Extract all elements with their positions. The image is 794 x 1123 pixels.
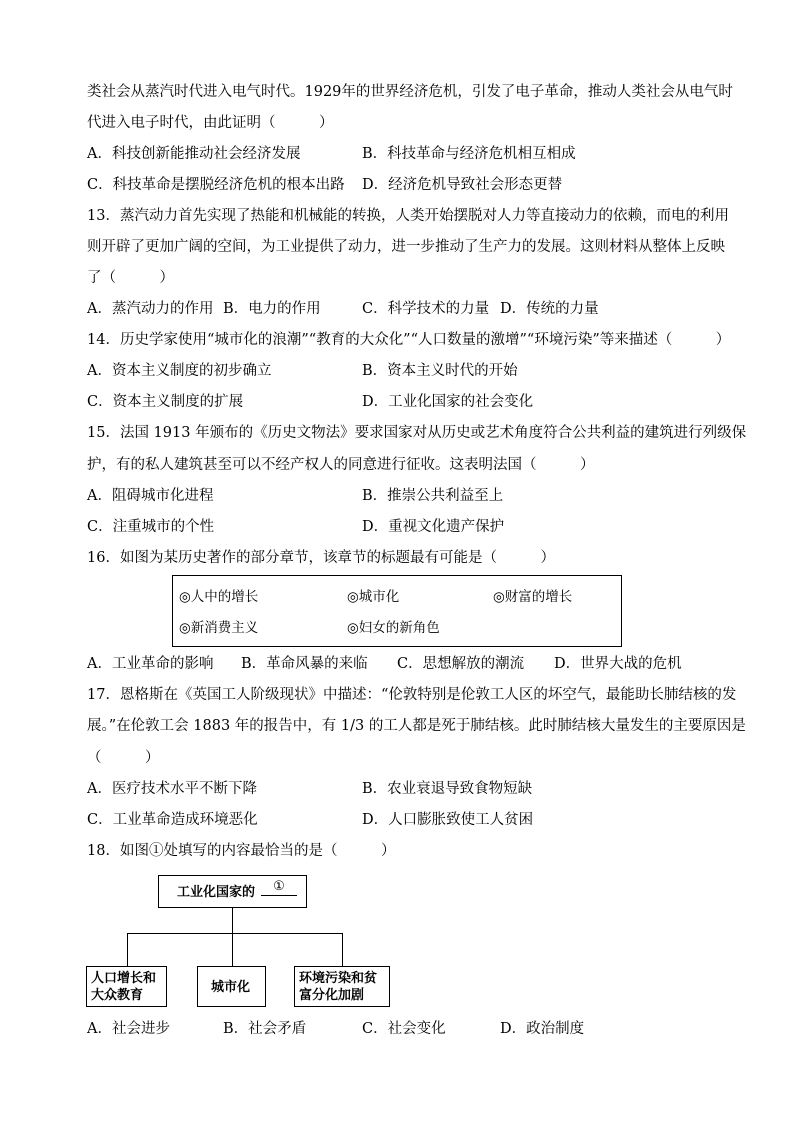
q18-connector-trunk <box>232 908 233 933</box>
q17-option-d: D．人口膨胀致使工人贫困 <box>362 812 534 828</box>
q18-option-d: D．政治制度 <box>500 1021 585 1037</box>
q18-child2-label: 城市化 <box>211 980 251 995</box>
q13-stem-line-3: 了（ ） <box>87 270 174 286</box>
q14-option-d: D．工业化国家的社会变化 <box>362 394 534 410</box>
q18-connector-middle <box>232 933 233 966</box>
q18-child-box-population <box>86 966 167 1007</box>
q18-child1-line1: 人口增长和 <box>91 971 157 986</box>
q18-child3-line2: 富分化加剧 <box>299 988 365 1003</box>
q18-diagram-top-box <box>158 875 307 908</box>
q17-stem-line-1: 17．恩格斯在《英国工人阶级现状》中描述：“伦敦特别是伦敦工人区的坏空气，最能助长肺结核的发 <box>87 687 737 703</box>
q16-option-d: D．世界大战的危机 <box>554 656 682 672</box>
q16-box-item-3: ◎财富的增长 <box>493 589 573 605</box>
q18-child-box-urbanization <box>197 966 266 1007</box>
q18-stem-line-1: 18．如图①处填写的内容最恰当的是（ ） <box>87 843 396 859</box>
q18-child3-line1: 环境污染和贫 <box>299 971 378 986</box>
q16-box-item-4: ◎新消费主义 <box>179 620 259 636</box>
q18-option-b: B．社会矛盾 <box>223 1021 307 1037</box>
q12-stem-line-1: 类社会从蒸汽时代进入电气时代。1929年的世界经济危机，引发了电子革命，推动人类社会从电气时 <box>87 84 733 100</box>
q16-box-item-1: ◎人中的增长 <box>179 589 259 605</box>
q12-option-c: C．科技革命是摆脱经济危机的根本出路 <box>87 177 345 193</box>
q12-option-d: D．经济危机导致社会形态更替 <box>362 177 563 193</box>
q18-top-box-label: 工业化国家的 <box>177 885 256 900</box>
q14-option-c: C．资本主义制度的扩展 <box>87 394 244 410</box>
q13-option-b: B．电力的作用 <box>223 301 321 317</box>
q15-stem-line-1: 15．法国 1913 年颁布的《历史文物法》要求国家对从历史或艺术角度符合公共利益的建筑进行列级保 <box>87 425 747 441</box>
q17-option-b: B．农业衰退导致食物短缺 <box>362 781 533 797</box>
q18-connector-right <box>342 933 343 966</box>
q15-stem-line-2: 护，有的私人建筑甚至可以不经产权人的同意进行征收。这表明法国（ ） <box>87 457 595 473</box>
q13-option-d: D．传统的力量 <box>500 301 599 317</box>
q17-option-a: A．医疗技术水平不断下降 <box>87 781 257 797</box>
q15-option-c: C．注重城市的个性 <box>87 519 215 535</box>
q16-box-item-2: ◎城市化 <box>347 589 400 605</box>
q18-connector-left <box>127 933 128 966</box>
q15-option-d: D．重视文化遗产保护 <box>362 519 505 535</box>
q17-stem-line-2: 展。”在伦敦工会 1883 年的报告中，有 1/3 的工人都是死于肺结核。此时肺结核大量发生的主要原因是 <box>87 718 746 734</box>
q16-stem-line-1: 16．如图为某历史著作的部分章节，该章节的标题最有可能是（ ） <box>87 550 555 566</box>
q14-stem-line-1: 14．历史学家使用“城市化的浪潮”“教育的大众化”“人口数量的激增”“环境污染”等来描述（ ） <box>87 332 731 348</box>
q12-option-b: B．科技革命与经济危机相互相成 <box>362 146 576 162</box>
q16-option-b: B．革命风暴的来临 <box>241 656 368 672</box>
q17-stem-line-3: （ ） <box>87 750 160 766</box>
q14-option-b: B．资本主义时代的开始 <box>362 363 518 379</box>
q13-option-a: A．蒸汽动力的作用 <box>87 301 214 317</box>
q12-stem-line-2: 代进入电子时代，由此证明（ ） <box>87 115 334 131</box>
q16-box-item-5: ◎妇女的新角色 <box>347 620 440 636</box>
q13-stem-line-1: 13．蒸汽动力首先实现了热能和机械能的转换，人类开始摆脱对人力等直接动力的依赖，而电的利用 <box>87 208 729 224</box>
q16-option-a: A．工业革命的影响 <box>87 656 214 672</box>
q15-option-a: A．阻碍城市化进程 <box>87 488 214 504</box>
q12-option-a: A．科技创新能推动社会经济发展 <box>87 146 301 162</box>
q18-connector-bar <box>127 933 343 934</box>
q18-child1-line2: 大众教育 <box>91 988 144 1003</box>
q16-option-c: C．思想解放的潮流 <box>397 656 525 672</box>
q18-blank-marker: ① <box>261 878 297 896</box>
q18-option-a: A．社会进步 <box>87 1021 170 1037</box>
q15-option-b: B．推崇公共利益至上 <box>362 488 504 504</box>
q18-option-c: C．社会变化 <box>362 1021 446 1037</box>
q13-stem-line-2: 则开辟了更加广阔的空间，为工业提供了动力，进一步推动了生产力的发展。这则材料从整体上反映 <box>87 239 725 255</box>
q18-child-box-pollution <box>294 966 390 1007</box>
q13-option-c: C．科学技术的力量 <box>362 301 490 317</box>
q16-chapter-box <box>172 575 622 647</box>
q14-option-a: A．资本主义制度的初步确立 <box>87 363 272 379</box>
q17-option-c: C．工业革命造成环境恶化 <box>87 812 258 828</box>
